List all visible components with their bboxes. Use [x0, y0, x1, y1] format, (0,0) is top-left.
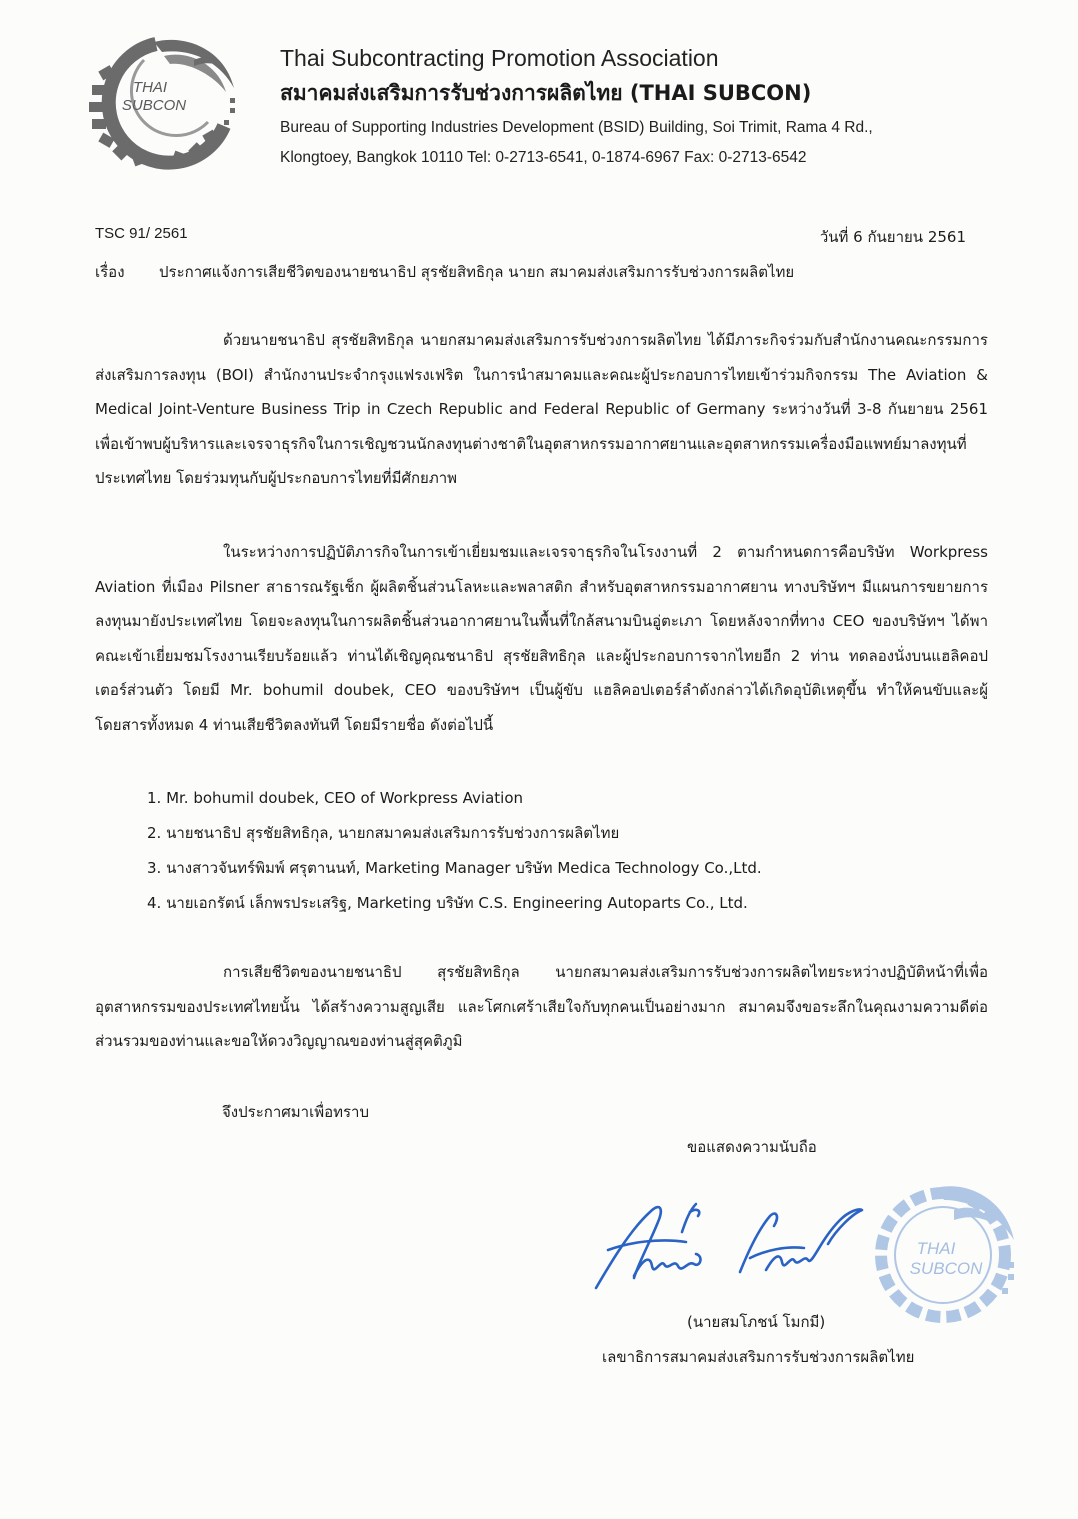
- svg-text:SUBCON: SUBCON: [121, 97, 187, 114]
- org-name-th: สมาคมส่งเสริมการรับช่วงการผลิตไทย (THAI SUBCON): [280, 81, 812, 105]
- handwritten-signature: [590, 1180, 865, 1295]
- thai-subcon-logo: [84, 30, 242, 170]
- association-stamp: [858, 1170, 1028, 1340]
- org-address-line-1: Bureau of Supporting Industries Development (BSID) Building, Soi Trimit, Rama 4 Rd.,: [280, 119, 873, 136]
- org-address-line-2: Klongtoey, Bangkok 10110 Tel: 0-2713-6541, 0-1874-6967 Fax: 0-2713-6542: [280, 149, 807, 166]
- paragraph-3: การเสียชีวิตของนายชนาธิป สุรชัยสิทธิกุล นายกสมาคมส่งเสริมการรับช่วงการผลิตไทยระหว่างปฏิบัติหน้าที่เพื่ออุตสาหกรรมของประเทศไทยนั้น ได้สร้างความสูญเสีย และโศกเศร้าเสียใจกับทุกคนเป็นอย่างมาก สมาคมจึงขอระลึกในคุณงามความดีต่อส่วนรวมของท่านและขอให้ดวงวิญญาณของท่านสู่สุคติภูมิ: [95, 963, 988, 1051]
- paragraph-2: ในระหว่างการปฏิบัติภารกิจในการเข้าเยี่ยมชมและเจรจาธุรกิจในโรงงานที่ 2 ตามกำหนดการคือบริษัท Workpress Aviation ที่เมือง Pilsner สาธารณรัฐเช็ก ผู้ผลิตชิ้นส่วนโลหะและพลาสติก สำหรับอุตสาหกรรมอากาศยาน ทางบริษัทฯ มีแผนการขยายการลงทุนมายังประเทศไทย โดยจะลงทุนในการผลิตชิ้นส่วนอากาศยานในพื้นที่ใกล้สนามบินอู่ตะเภา โดยหลังจากที่ทาง CEO ของบริษัทฯ ได้พาคณะเข้าเยี่ยมชมโรงงานเรียบร้อยแล้ว ท่านได้เชิญคุณชนาธิป สุรชัยสิทธิกุล และผู้ประกอบการจากไทยอีก 2 ท่าน ทดลองนั่งบนแฮลิคอปเตอร์ส่วนตัว โดยมี Mr. bohumil doubek, CEO ของบริษัทฯ เป็นผู้ขับ แฮลิคอปเตอร์ลำดังกล่าวได้เกิดอุบัติเหตุขึ้น ทำให้คนขับและผู้โดยสารทั้งหมด 4 ท่านเสียชีวิตลงทันที โดยมีรายชื่อ ดังต่อไปนี้: [95, 543, 988, 734]
- org-name-en: Thai Subcontracting Promotion Association: [280, 45, 719, 71]
- subject-text: ประกาศแจ้งการเสียชีวิตของนายชนาธิป สุรชัยสิทธิกุล นายก สมาคมส่งเสริมการรับช่วงการผลิตไทย: [159, 263, 795, 281]
- list-item: 4. นายเอกรัตน์ เล็กพรประเสริฐ, Marketing บริษัท C.S. Engineering Autoparts Co., Ltd.: [147, 894, 748, 912]
- signer-title: เลขาธิการสมาคมส่งเสริมการรับช่วงการผลิตไทย: [602, 1348, 915, 1366]
- subject-label: เรื่อง: [95, 263, 125, 281]
- list-item: 2. นายชนาธิป สุรชัยสิทธิกุล, นายกสมาคมส่งเสริมการรับช่วงการผลิตไทย: [147, 824, 620, 842]
- letter-date: วันที่ 6 กันยายน 2561: [819, 228, 966, 246]
- svg-text:THAI: THAI: [916, 1239, 956, 1258]
- signer-name: (นายสมโภชน์ โมกมี): [687, 1313, 826, 1331]
- closing-regards: ขอแสดงความนับถือ: [687, 1138, 817, 1156]
- paragraph-1: ด้วยนายชนาธิป สุรชัยสิทธิกุล นายกสมาคมส่งเสริมการรับช่วงการผลิตไทย ได้มีภาระกิจร่วมกับสำนักงานคณะกรรมการส่งเสริมการลงทุน (BOI) สำนักงานประจำกรุงแฟรงเฟริต ในการนำสมาคมและคณะผู้ประกอบการไทยเข้าร่วมกิจกรรม The Aviation & Medical Joint-Venture Business Trip in Czech Republic and Federal Republic of Germany ระหว่างวันที่ 3-8 กันยายน 2561 เพื่อเข้าพบผู้บริหารและเจรจาธุรกิจในการเชิญชวนนักลงทุนต่างชาติในอุตสาหกรรมอากาศยานและอุตสาหกรรมเครื่องมือแพทย์มาลงทุนที่ประเทศไทย โดยร่วมทุนกับผู้ประกอบการไทยที่มีศักยภาพ: [95, 331, 988, 488]
- org-header: [280, 42, 1040, 172]
- svg-text:THAI: THAI: [132, 79, 168, 96]
- reference-number: TSC 91/ 2561: [95, 225, 188, 242]
- svg-text:SUBCON: SUBCON: [909, 1259, 983, 1278]
- victims-list: [147, 781, 762, 921]
- announcement-line: จึงประกาศมาเพื่อทราบ: [222, 1103, 369, 1121]
- subject-line: [95, 260, 794, 284]
- list-item: 3. นางสาวจันทร์พิมพ์ ศรุตานนท์, Marketing Manager บริษัท Medica Technology Co.,Ltd.: [147, 859, 762, 877]
- list-item: 1. Mr. bohumil doubek, CEO of Workpress Aviation: [147, 789, 524, 807]
